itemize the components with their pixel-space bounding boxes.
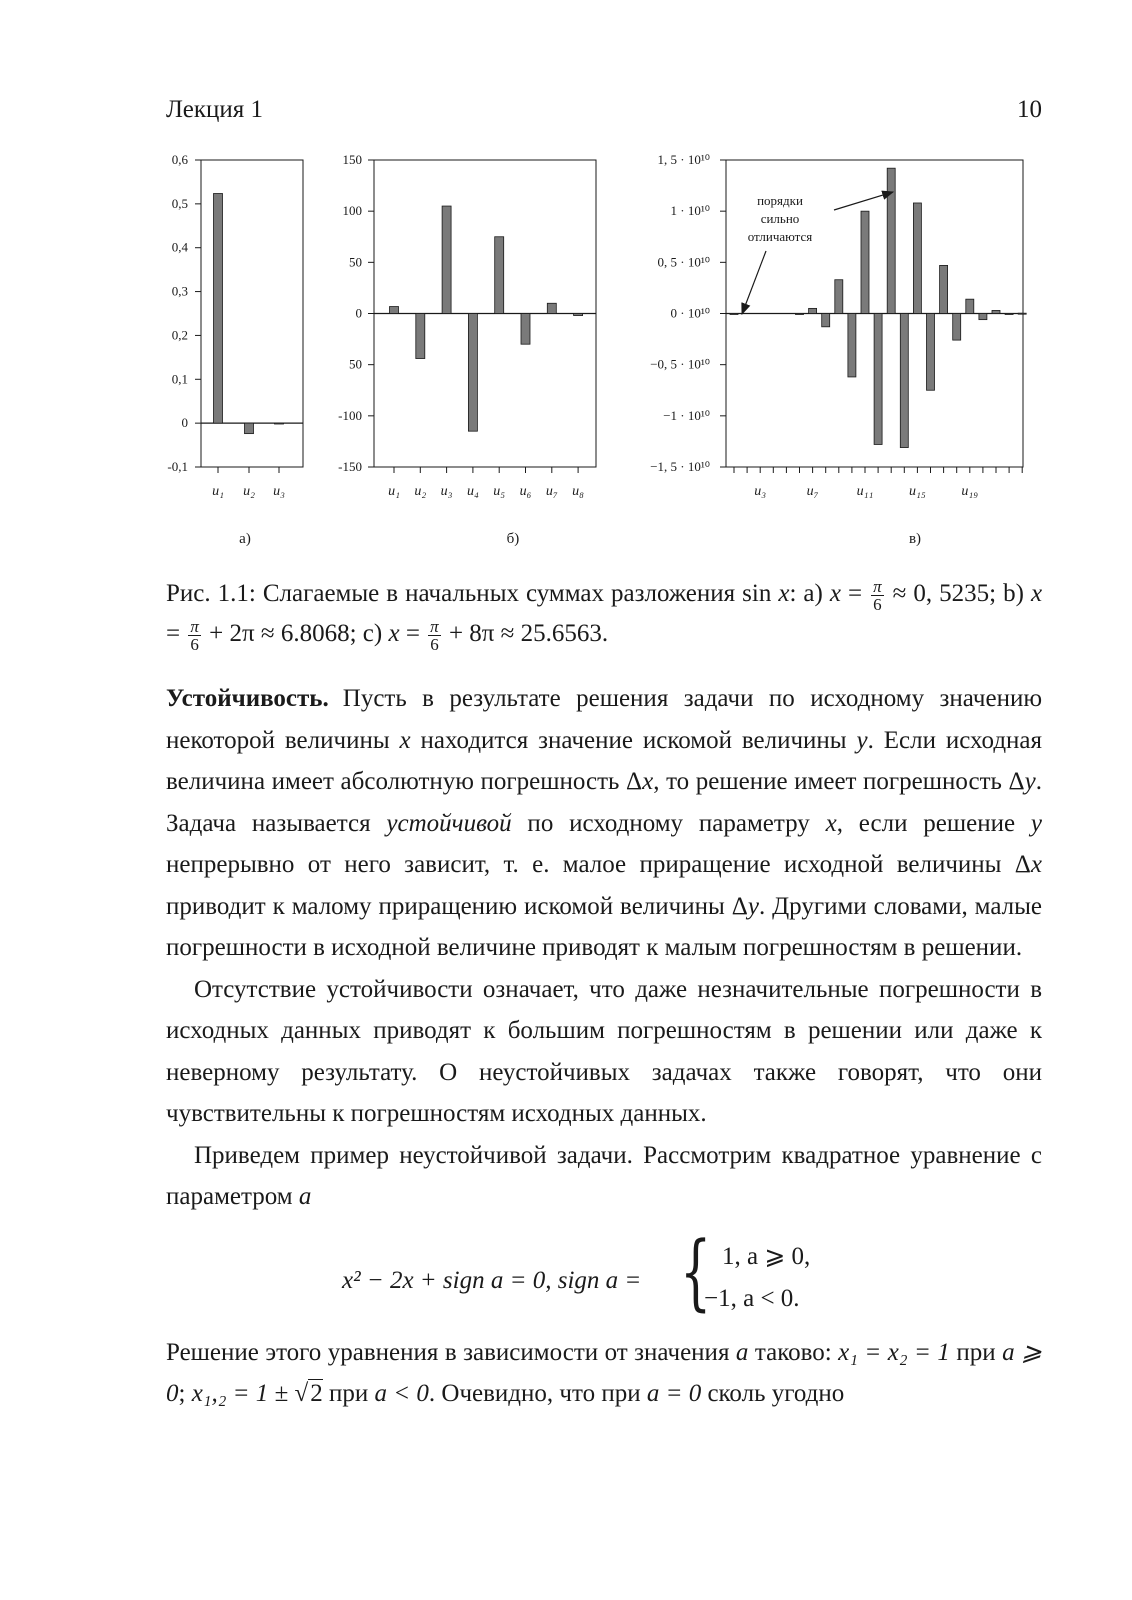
caption-prefix: Рис. 1.1: Слагаемые в начальных суммах разложения sin xyxy=(166,580,772,607)
bar-u5 xyxy=(495,237,504,314)
p4-var-a: a xyxy=(735,1338,749,1366)
chart-panel-b xyxy=(338,152,596,499)
x-tick-label: u₈ xyxy=(572,484,585,499)
term-stable: устойчивой xyxy=(386,809,512,837)
bar-u8 xyxy=(574,314,583,316)
x-tick-label: u₃ xyxy=(273,484,285,499)
caption-part-b: + 2π ≈ 6.8068; c) xyxy=(209,620,383,647)
frac-den-a: 6 xyxy=(873,594,882,614)
y-tick-label: 0,3 xyxy=(171,283,188,299)
bar-u15 xyxy=(913,203,921,314)
y-tick-label: 50 xyxy=(349,254,362,270)
display-equation xyxy=(166,1224,1042,1326)
paragraph-instability: Отсутствие устойчивости означает, что даже незначительные погрешности в исходных данных приводят к большим погрешностям в решении или даже к неверному результату. О неустойчивых задачах также говорят, что они чувствительны к погрешностям исходных данных. xyxy=(166,975,1042,1127)
y-tick-label: 1 · 10¹⁰ xyxy=(670,203,710,219)
annotation xyxy=(742,192,893,314)
x-tick-label: u₁₉ xyxy=(961,484,979,499)
equation-case-1: 1, a ⩾ 0, xyxy=(722,1242,811,1270)
y-tick-label: 0,6 xyxy=(171,152,188,167)
p4-cond-2: a < 0 xyxy=(374,1380,429,1407)
equation-case-2: −1, a < 0. xyxy=(704,1284,800,1312)
bar-u7 xyxy=(809,308,817,313)
x-tick-label: u₆ xyxy=(519,484,532,499)
x-tick-label: u₇ xyxy=(545,484,558,499)
p4-text-7: сколь угодно xyxy=(701,1380,845,1407)
y-tick-label: -150 xyxy=(338,459,362,474)
caption-frac-c xyxy=(428,618,441,653)
x-tick-label: u₁ xyxy=(388,484,400,499)
bar-u1 xyxy=(730,314,738,315)
annotation-line-3: отличаются xyxy=(747,229,813,244)
bar-u18 xyxy=(953,314,961,341)
y-tick-label: 100 xyxy=(342,203,362,219)
page-number: 10 xyxy=(1017,96,1042,123)
y-tick-label: -100 xyxy=(338,407,362,423)
bar-u1 xyxy=(390,307,399,314)
x-tick-label: u₄ xyxy=(466,484,479,499)
bar-u3 xyxy=(275,423,284,424)
y-tick-label: 0 · 10¹⁰ xyxy=(670,305,710,321)
frac-num-b: π xyxy=(190,616,199,636)
p1-var-y-4: y xyxy=(747,892,759,920)
p4-text-1: Решение этого уравнения в зависимости от значения xyxy=(166,1338,736,1366)
paragraph-example xyxy=(166,1135,1042,1218)
panel-label-c: в) xyxy=(908,531,922,547)
p1-var-x-4: x xyxy=(1030,851,1042,878)
bar-u10 xyxy=(848,314,856,377)
caption-part-a: : a) xyxy=(789,580,823,607)
y-tick-label: 0,2 xyxy=(171,327,188,343)
p1-text-8: непрерывно от него зависит, т. е. малое приращение исходной величины Δ xyxy=(166,851,1031,878)
bar-u13 xyxy=(887,168,895,313)
p3-var-a: a xyxy=(298,1183,312,1210)
p1-text-7: , если решение xyxy=(836,809,1031,837)
y-tick-label: −0, 5 · 10¹⁰ xyxy=(650,356,710,372)
bar-u3 xyxy=(442,206,451,313)
y-tick-label: 50 xyxy=(349,356,362,372)
chart-panel-a xyxy=(167,152,303,499)
x-tick-label: u₁₁ xyxy=(856,484,874,499)
panel-label-b: б) xyxy=(506,531,520,547)
x-tick-label: u₅ xyxy=(493,484,506,499)
p4-eq-1: x₁ = x₂ = 1 xyxy=(838,1338,950,1366)
p1-var-x: x xyxy=(399,726,411,754)
bar-u17 xyxy=(940,265,948,313)
paragraph-stability xyxy=(166,678,1042,969)
p4-root: 2 xyxy=(310,1380,323,1407)
caption-frac-b xyxy=(188,618,201,653)
bar-u7 xyxy=(547,303,556,313)
caption-var-x-a: x xyxy=(829,580,841,607)
p4-text-5: при xyxy=(322,1380,375,1407)
caption-part-c: + 8π ≈ 25.6563. xyxy=(448,620,609,647)
section-title: Устойчивость. xyxy=(166,685,329,712)
bar-u21 xyxy=(992,310,1000,313)
bar-u12 xyxy=(874,314,882,445)
panel-label-a: а) xyxy=(239,531,251,547)
p1-text-6: по исходному параметру xyxy=(511,809,826,837)
bar-u8 xyxy=(822,314,830,327)
p1-text-4: , то решение имеет погрешность Δ xyxy=(653,768,1025,795)
x-tick-label: u₁ xyxy=(212,484,224,499)
bar-u2 xyxy=(416,314,425,359)
bar-u22 xyxy=(1005,314,1013,315)
bar-u4 xyxy=(468,314,477,432)
equation-brace: { xyxy=(680,1224,712,1320)
p1-text-1: Пусть в результате решения задачи по исходному значению некоторой величины xyxy=(166,685,1042,754)
bar-u6 xyxy=(796,314,804,315)
x-tick-label: u₇ xyxy=(806,484,819,499)
bar-u1 xyxy=(214,194,223,424)
p4-cond-1: a ⩾ 0 xyxy=(166,1338,1042,1407)
p1-var-y: y xyxy=(856,726,868,754)
p1-text-5: . Задача называется xyxy=(166,768,1042,837)
equation-lhs: x² − 2x + sign a = 0, sign a = xyxy=(342,1266,642,1294)
p1-text-3: . Если исходная величина имеет абсолютную погрешность Δ xyxy=(166,726,1043,795)
frac-den-b: 6 xyxy=(190,634,199,654)
p1-var-x-2: x xyxy=(642,768,654,795)
p1-text-10: . Другими словами, малые погрешности в исходной величине приводят к малым погрешностям в решении. xyxy=(166,892,1043,961)
p1-var-y-3: y xyxy=(1030,809,1043,837)
p1-text-2: находится значение искомой величины xyxy=(410,726,857,754)
annotation-arrow-right xyxy=(834,192,893,210)
annotation-arrow-left xyxy=(742,251,766,314)
figure-caption: Рис. 1.1: Слагаемые в начальных суммах разложения sin x: a) x = $\frac{\pi}{6}$ ≈ 0, 5235; b) x = $\frac{\pi}{6}$ + 2π ≈ 6.8068; c) x = $\frac{\pi}{6}$ + 8π ≈ 25.6563. xyxy=(166,576,1043,654)
paragraph-solution xyxy=(166,1332,1042,1415)
p1-var-y-2: y xyxy=(1024,768,1036,795)
p4-text-3: при xyxy=(949,1338,1003,1366)
bar-u9 xyxy=(835,280,843,314)
figure-1-1 xyxy=(0,0,1132,560)
y-tick-label: 0 xyxy=(355,305,362,321)
p4-cond-3: a = 0 xyxy=(646,1380,702,1407)
x-tick-label: u₂ xyxy=(414,484,427,499)
y-tick-label: 0,4 xyxy=(171,239,188,255)
p1-text-9: приводит к малому приращению искомой величины Δ xyxy=(166,892,748,920)
frac-den-c: 6 xyxy=(430,634,439,654)
caption-var-x-c: x xyxy=(388,620,400,647)
bar-u2 xyxy=(245,423,254,433)
frac-num-c: π xyxy=(430,616,439,636)
caption-var-x-b: x xyxy=(1030,580,1043,607)
p4-text-2: таково: xyxy=(748,1338,839,1366)
bar-u23 xyxy=(1018,313,1026,314)
annotation-line-1: порядки xyxy=(757,193,803,208)
bar-u19 xyxy=(966,299,974,313)
body-text xyxy=(166,678,1042,1415)
annotation-line-2: сильно xyxy=(760,211,800,226)
bar-u20 xyxy=(979,314,987,320)
x-tick-label: u₃ xyxy=(754,484,767,499)
y-tick-label: 0,5 xyxy=(171,195,188,211)
x-tick-label: u₃ xyxy=(440,484,453,499)
lecture-title: Лекция 1 xyxy=(166,96,264,123)
bar-u16 xyxy=(927,314,935,391)
y-tick-label: 150 xyxy=(342,152,362,167)
bar-u6 xyxy=(521,314,530,345)
p1-var-x-3: x xyxy=(825,809,837,837)
y-tick-label: -0,1 xyxy=(167,459,188,474)
chart-panel-c xyxy=(650,152,1026,499)
caption-frac-a xyxy=(871,578,884,613)
x-tick-label: u₂ xyxy=(243,484,255,499)
y-tick-label: 0 xyxy=(181,415,188,431)
p4-eq-2: x₁,₂ = 1 ± √ xyxy=(191,1380,309,1407)
p3-text: Приведем пример неустойчивой задачи. Рассмотрим квадратное уравнение с параметром xyxy=(166,1141,1042,1210)
y-tick-label: 1, 5 · 10¹⁰ xyxy=(657,152,710,167)
bar-u11 xyxy=(861,211,869,313)
p4-text-4: ; xyxy=(178,1380,192,1407)
y-tick-label: 0, 5 · 10¹⁰ xyxy=(657,254,710,270)
caption-var-x: x xyxy=(778,580,790,607)
frac-num-a: π xyxy=(873,576,882,596)
y-tick-label: 0,1 xyxy=(171,371,188,387)
y-tick-label: −1 · 10¹⁰ xyxy=(663,407,710,423)
y-tick-label: −1, 5 · 10¹⁰ xyxy=(650,459,710,474)
bar-u14 xyxy=(900,314,908,448)
x-tick-label: u₁₅ xyxy=(909,484,926,499)
p4-text-6: . Очевидно, что при xyxy=(428,1380,647,1407)
caption-approx-a: ≈ 0, 5235; b) xyxy=(892,580,1024,607)
